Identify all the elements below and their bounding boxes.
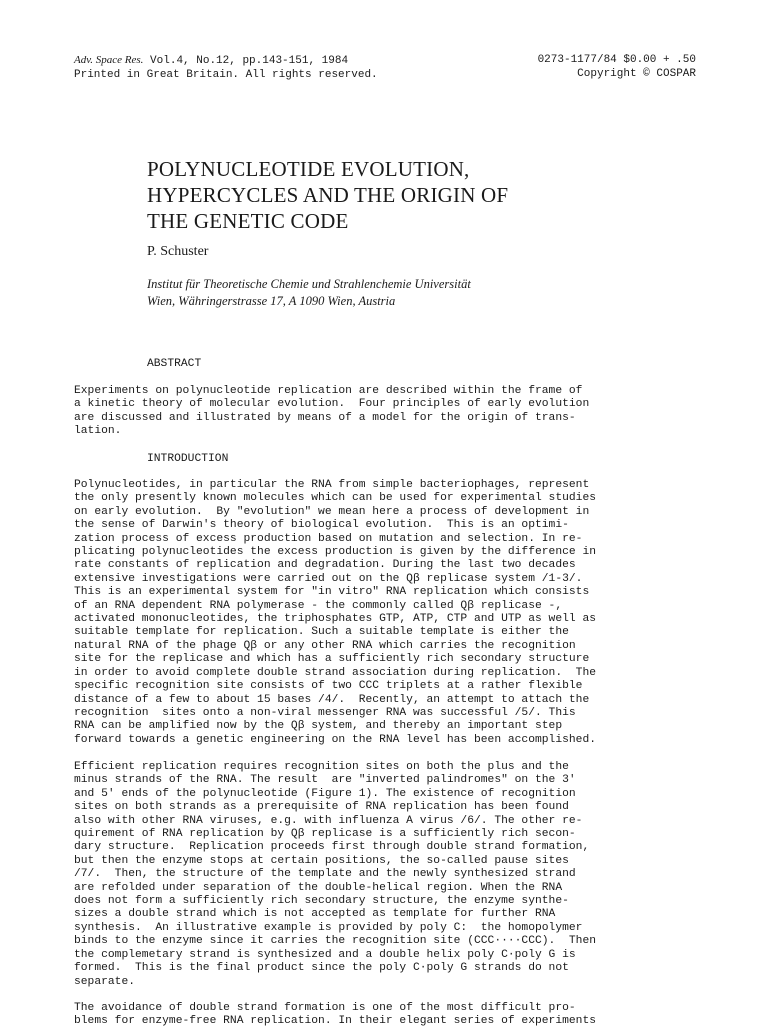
body-paragraph: The avoidance of double strand formation is one of the most difficult pro- blems for enzyme-free RNA replication. In their elegant series of experiments: [74, 1002, 597, 1028]
paper-title: [147, 156, 687, 234]
author-name: P. Schuster: [147, 244, 209, 259]
copyright-header: [538, 53, 696, 81]
citation-line: [74, 53, 378, 68]
body-paragraph: Polynucleotides, in particular the RNA from simple bacteriophages, represent the only presently known molecules which can be used for experimental studies on early evolution. By "evolution" we mean here a process of development in the sense of Darwin's theory of biological evolution. This is an optimi- zation process of excess production based on mutation and selection. In re- plicating polynucleotides the excess production is given by the difference in rate constants of replication and degradation. During the last two decades extensive investigations were carried out on the Qβ replicase system /1-3/. This is an experimental system for "in vitro" RNA replication which consists of an RNA dependent RNA polymerase - the commonly called Qβ replicase -, activated mononucleotides, the triphosphates GTP, ATP, CTP and UTP as well as suitable template for replication. Such a suitable template is either the natural RNA of the phage Qβ or any other RNA which carries the recognition site for the replicase and which has a sufficiently rich secondary structure in order to avoid complete double strand association during replication. The specific recognition site consists of two CCC triplets at a rather flexible distance of a few to about 15 bases /4/. Recently, an attempt to attach the recognition sites onto a non-viral messenger RNA was successful /5/. This RNA can be amplified now by the Qβ system, and thereby an important step forward towards a genetic engineering on the RNA level has been accomplished.: [74, 479, 597, 746]
price-code: 0273-1177/84 $0.00 + .50: [537, 54, 696, 66]
journal-name: Adv. Space Res.: [74, 54, 144, 66]
title-line: HYPERCYCLES AND THE ORIGIN OF: [147, 183, 509, 207]
journal-header: [74, 53, 378, 82]
printed-line: Printed in Great Britain. All rights reserved.: [74, 69, 378, 81]
affiliation-line: Institut für Theoretische Chemie und Strahlenchemie Universität: [147, 277, 471, 291]
introduction-heading: INTRODUCTION: [147, 453, 229, 465]
affiliation-line: Wien, Währingerstrasse 17, A 1090 Wien, Austria: [147, 294, 396, 308]
abstract-heading: ABSTRACT: [147, 358, 202, 370]
title-line: POLYNUCLEOTIDE EVOLUTION,: [147, 157, 470, 181]
citation-details: Vol.4, No.12, pp.143-151, 1984: [143, 55, 349, 67]
copyright-line: Copyright © COSPAR: [577, 68, 696, 80]
affiliation: [147, 276, 471, 310]
body-paragraph: Efficient replication requires recognition sites on both the plus and the minus strands of the RNA. The result are "inverted palindromes" on the 3' and 5' ends of the polynucleotide (Figure 1). The existence of recognition sites on both strands as a prerequisite of RNA replication has been found also with other RNA viruses, e.g. with influenza A virus /6/. The other re- quirement of RNA replication by Qβ replicase is a sufficiently rich secon- dary structure. Replication proceeds first through double strand formation, but then the enzyme stops at certain positions, the so-called pause sites /7/. Then, the structure of the template and the newly synthesized strand are refolded under separation of the double-helical region. When the RNA does not form a sufficiently rich secondary structure, the enzyme synthe- sizes a double strand which is not accepted as template for further RNA synthesis. An illustrative example is provided by poly C: the homopolymer binds to the enzyme since it carries the recognition site (CCC····CCC). Then the complemetary strand is synthesized and a double helix poly C·poly G is formed. This is the final product since the poly C·poly G strands do not separate.: [74, 761, 597, 988]
abstract-text: Experiments on polynucleotide replication are described within the frame of a kinetic theory of molecular evolution. Four principles of early evolution are discussed and illustrated by means of a model for the origin of trans- lation.: [74, 385, 590, 438]
title-line: THE GENETIC CODE: [147, 209, 349, 233]
